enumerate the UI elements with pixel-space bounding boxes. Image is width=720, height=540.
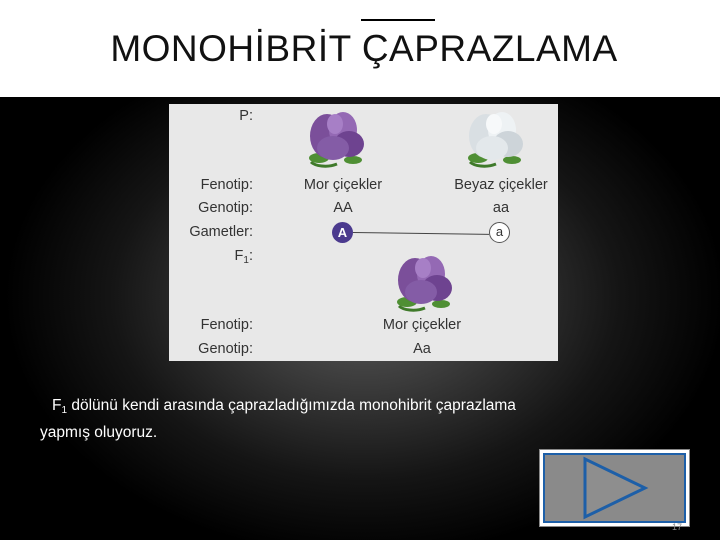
f1-phenotype: Mor çiçekler	[382, 317, 462, 333]
play-icon	[545, 455, 684, 521]
parent2-genotype: aa	[492, 200, 510, 216]
gamete-cross-line	[353, 232, 489, 235]
gametler-label: Gametler:	[189, 224, 253, 240]
genotip-label-parents: Genotip:	[198, 200, 253, 216]
slide-title: MONOHİBRİT ÇAPRAZLAMA	[110, 28, 618, 69]
slide-caption: $F_1$ dölünü kendi arasında çaprazladığımızda monohibrit çaprazlama yapmış oluyoruz.	[40, 397, 516, 441]
play-button[interactable]	[539, 449, 690, 527]
fenotip-label-f1: Fenotip:	[200, 317, 253, 333]
parent1-phenotype: Mor çiçekler	[303, 177, 383, 193]
play-button-face[interactable]	[543, 453, 686, 523]
parent1-genotype: AA	[333, 200, 353, 216]
f1-label: $F_1$:	[234, 248, 253, 266]
gamete-dominant: A	[332, 222, 353, 243]
f1-purple-flower-icon	[385, 250, 465, 314]
title-bar	[0, 0, 720, 97]
page-number: 17	[671, 522, 682, 532]
f1-genotype: Aa	[413, 341, 431, 357]
p-label: P:	[239, 108, 253, 124]
white-flower-icon	[456, 106, 536, 170]
title-decoration-line	[361, 19, 435, 21]
fenotip-label-parents: Fenotip:	[200, 177, 253, 193]
monohybrid-cross-diagram	[169, 104, 558, 361]
parent2-phenotype: Beyaz çiçekler	[454, 177, 548, 193]
purple-flower-icon	[297, 106, 377, 170]
genotip-label-f1: Genotip:	[198, 341, 253, 357]
gamete-recessive: a	[489, 222, 510, 243]
